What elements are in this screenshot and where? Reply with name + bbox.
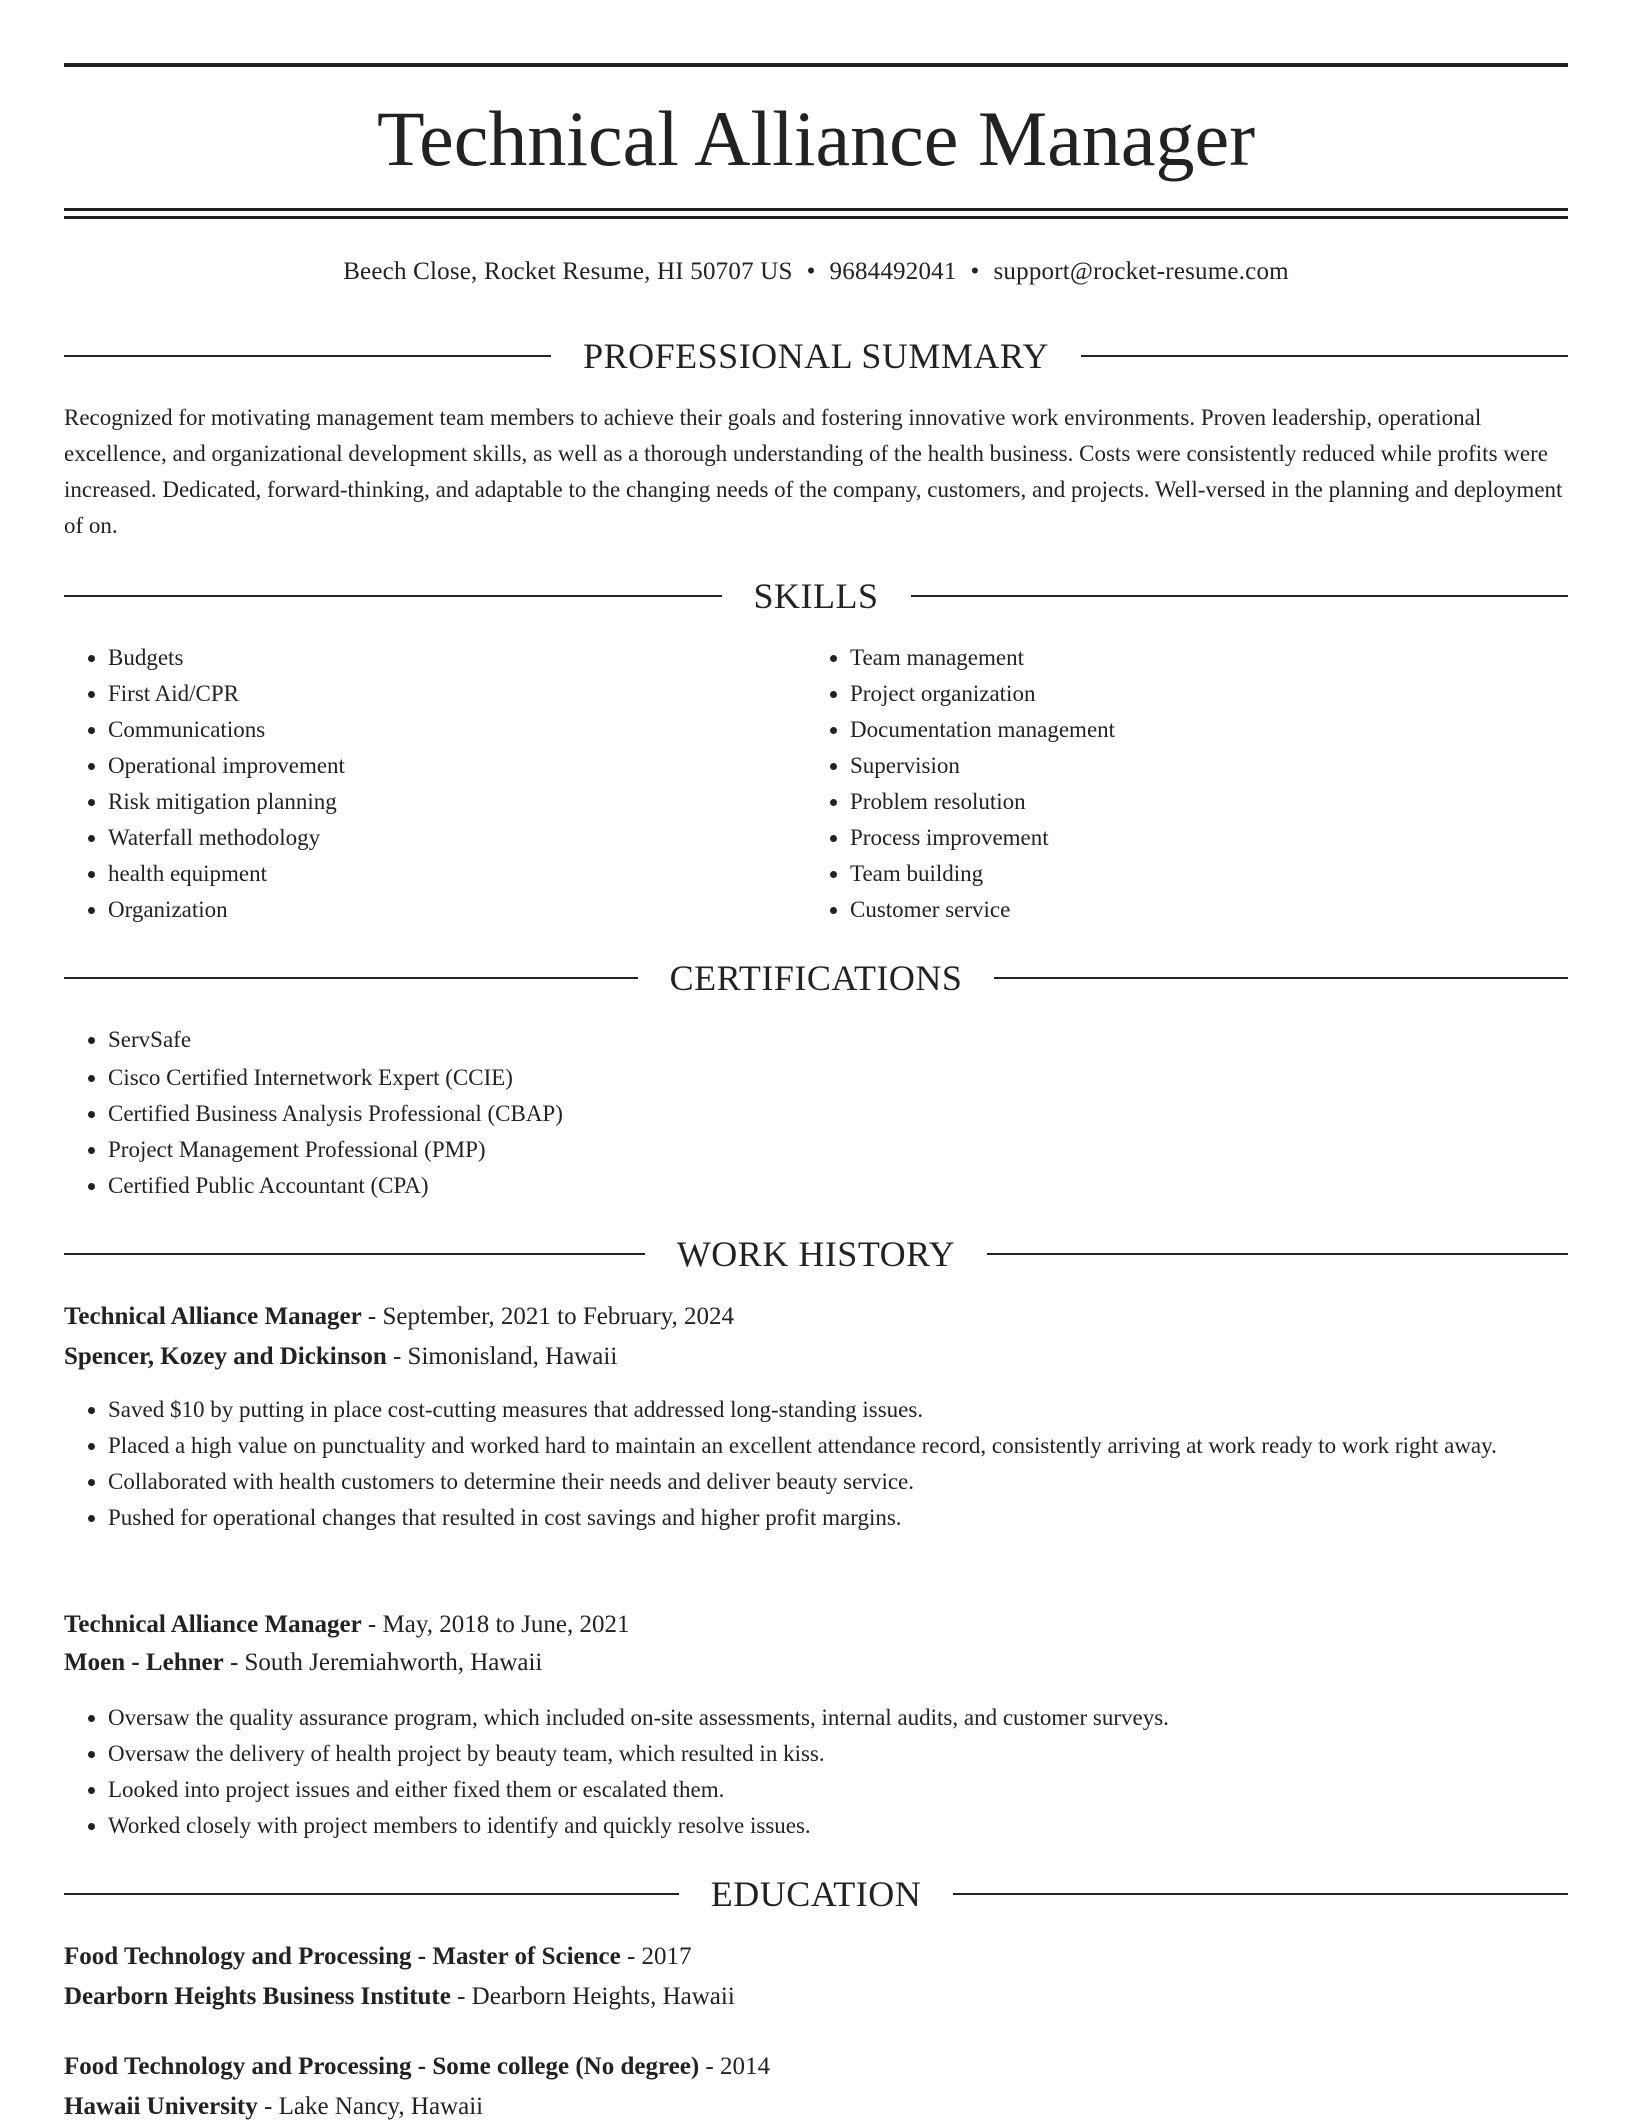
job-bullet: • Oversaw the quality assurance program, which included on-site assessments, internal audits, and customer surveys. (108, 1700, 1612, 1736)
heading-rule-left (64, 1253, 645, 1255)
skill-item: • Process improvement (850, 820, 1550, 856)
education-school-line (64, 2087, 1568, 2127)
job-company: Spencer, Kozey and Dickinson (64, 1343, 387, 1370)
section-heading-summary (64, 334, 1568, 378)
job-bullet: • Placed a high value on punctuality and worked hard to maintain an excellent attendance record, consistently arriving at work ready to work right away. (108, 1428, 1612, 1464)
heading-rule-left (64, 1893, 679, 1895)
section-title: EDUCATION (710, 1874, 922, 1914)
heading-rule-left (64, 595, 722, 597)
job-bullets (64, 1392, 1612, 1536)
job-title: Technical Alliance Manager (64, 1611, 362, 1638)
job-bullet: • Worked closely with project members to identify and quickly resolve issues. (108, 1808, 1612, 1844)
education-school: Hawaii University (64, 2093, 258, 2120)
skill-item: • Organization (108, 892, 788, 928)
section-title: SKILLS (753, 576, 879, 616)
heading-rule-right (987, 1253, 1568, 1255)
certification-item: • Cisco Certified Internetwork Expert (CCIE) (108, 1060, 1612, 1096)
job-title-line (64, 1297, 1568, 1337)
skill-item: • Team building (850, 856, 1550, 892)
heading-rule-right (953, 1893, 1568, 1895)
education-year: - 2014 (699, 2053, 770, 2080)
job-bullet: • Collaborated with health customers to determine their needs and deliver beauty service. (108, 1464, 1612, 1500)
skill-item: • Customer service (850, 892, 1550, 928)
education-degree: Food Technology and Processing - Some college (No degree) (64, 2053, 700, 2080)
education-year: - 2017 (620, 1943, 692, 1970)
skill-item: • Operational improvement (108, 748, 788, 784)
header-double-rule-bottom (64, 216, 1568, 219)
skill-item: • Supervision (850, 748, 1550, 784)
job-bullet: • Oversaw the delivery of health project by beauty team, which resulted in kiss. (108, 1736, 1612, 1772)
section-heading-education (64, 1872, 1568, 1916)
skill-item: • Communications (108, 712, 788, 748)
job-bullet: • Saved $10 by putting in place cost-cutting measures that addressed long-standing issues. (108, 1392, 1612, 1428)
skill-item: • Documentation management (850, 712, 1550, 748)
certification-item: • Certified Business Analysis Professional (CBAP) (108, 1096, 1612, 1132)
skills-list-right (806, 640, 1550, 928)
section-title: CERTIFICATIONS (669, 958, 963, 998)
skill-item: • First Aid/CPR (108, 676, 788, 712)
contact-email[interactable]: support@rocket-resume.com (993, 258, 1289, 285)
section-heading-work (64, 1232, 1568, 1276)
skill-item: • Project organization (850, 676, 1550, 712)
contact-address: Beech Close, Rocket Resume, HI 50707 US (343, 258, 793, 285)
education-degree: Food Technology and Processing - Master of Science (64, 1943, 621, 1970)
contact-phone: 9684492041 (829, 258, 957, 285)
certification-item: • Certified Public Accountant (CPA) (108, 1168, 1612, 1204)
resume-name: Technical Alliance Manager (376, 95, 1256, 182)
job-title-line (64, 1605, 1568, 1645)
header-top-rule (64, 63, 1568, 67)
education-location: - Lake Nancy, Hawaii (257, 2093, 484, 2120)
summary-text: Recognized for motivating management team members to achieve their goals and fostering innovative work environments. Proven leadership, operational excellence, and organizational development skills, as well as a thorough understanding of the health business. Costs were consistently reduced while profits were increased. Dedicated, forward-thinking, and adaptable to the changing needs of the company, customers, and projects. Well-versed in the planning and deployment of on. (64, 405, 1563, 538)
education-school-line (64, 1977, 1568, 2017)
contact-line (64, 254, 1568, 290)
heading-rule-left (64, 977, 638, 979)
job-company: Moen - Lehner (64, 1649, 224, 1676)
job-bullets (64, 1700, 1612, 1844)
certification-item: • Project Management Professional (PMP) (108, 1132, 1612, 1168)
section-title: WORK HISTORY (676, 1234, 956, 1274)
job-title: Technical Alliance Manager (64, 1303, 362, 1330)
job-location: - Simonisland, Hawaii (386, 1343, 618, 1370)
heading-rule-right (911, 595, 1569, 597)
contact-separator: • (970, 258, 980, 285)
education-degree-line (64, 1937, 1568, 1977)
job-company-line (64, 1337, 1568, 1377)
job-bullet: • Looked into project issues and either fixed them or escalated them. (108, 1772, 1612, 1808)
education-location: - Dearborn Heights, Hawaii (450, 1983, 735, 2010)
certifications-list (64, 1022, 1612, 1204)
job-bullet: • Pushed for operational changes that resulted in cost savings and higher profit margins. (108, 1500, 1612, 1536)
header-double-rule-top (64, 208, 1568, 211)
skill-item: • Waterfall methodology (108, 820, 788, 856)
certification-item: • ServSafe (108, 1022, 1612, 1058)
section-heading-skills (64, 574, 1568, 618)
heading-rule-right (994, 977, 1568, 979)
skill-item: • Problem resolution (850, 784, 1550, 820)
skill-item: • Team management (850, 640, 1550, 676)
section-title: PROFESSIONAL SUMMARY (583, 336, 1049, 376)
skill-item: • Risk mitigation planning (108, 784, 788, 820)
skill-item: • health equipment (108, 856, 788, 892)
job-dates: - September, 2021 to February, 2024 (361, 1303, 734, 1330)
job-location: - South Jeremiahworth, Hawaii (223, 1649, 543, 1676)
job-company-line (64, 1643, 1568, 1683)
section-heading-certifications (64, 956, 1568, 1000)
job-dates: - May, 2018 to June, 2021 (361, 1611, 630, 1638)
skills-list-left (64, 640, 788, 928)
heading-rule-left (64, 355, 551, 357)
heading-rule-right (1081, 355, 1568, 357)
contact-separator: • (806, 258, 816, 285)
education-school: Dearborn Heights Business Institute (64, 1983, 451, 2010)
education-degree-line (64, 2047, 1568, 2087)
skill-item: • Budgets (108, 640, 788, 676)
